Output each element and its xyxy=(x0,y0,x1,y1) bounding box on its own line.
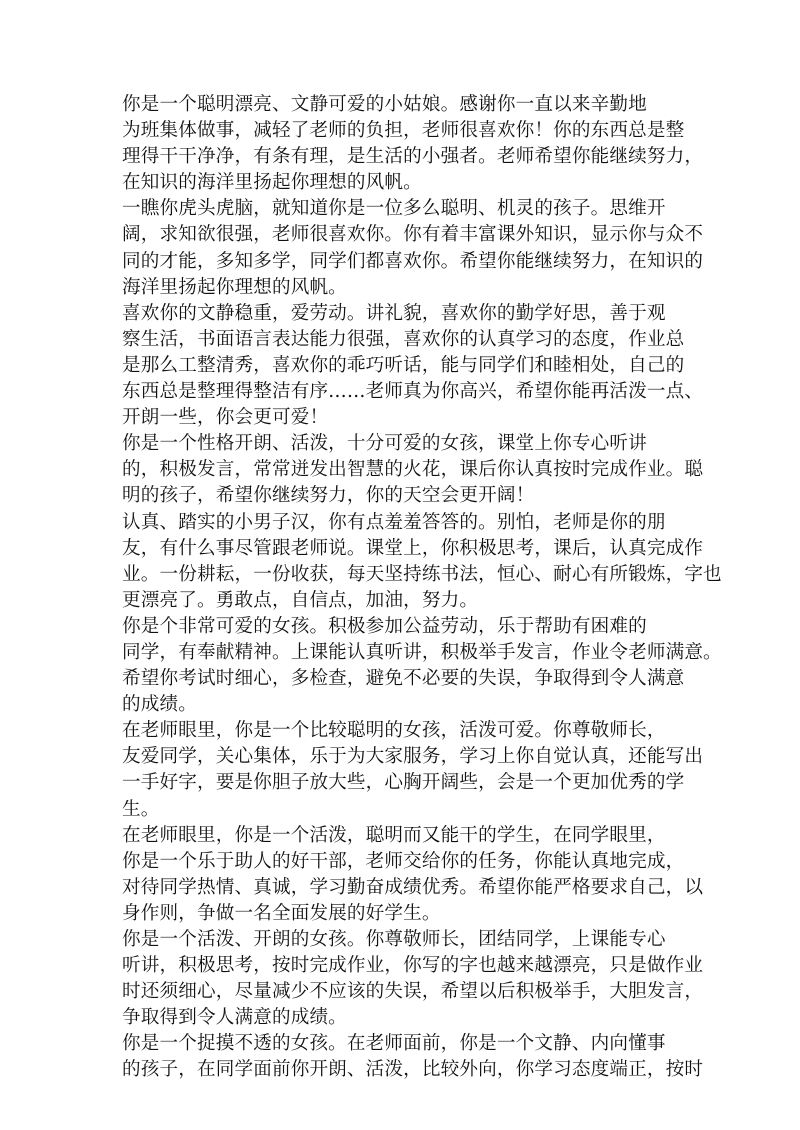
text-line: 友爱同学，关心集体，乐于为大家服务，学习上你自觉认真，还能写出 xyxy=(122,746,704,768)
text-line: 明的孩子，希望你继续努力，你的天空会更开阔！ xyxy=(122,485,535,507)
comments-text xyxy=(122,92,722,1084)
text-line: 同的才能，多知多学，同学们都喜欢你。希望你能继续努力，在知识的 xyxy=(122,250,704,272)
text-line: 阔，求知欲很强，老师很喜欢你。你有着丰富课外知识，显示你与众不 xyxy=(122,224,704,246)
text-line: 在老师眼里，你是一个比较聪明的女孩，活泼可爱。你尊敬师长， xyxy=(122,720,666,742)
text-line: 海洋里扬起你理想的风帆。 xyxy=(122,276,347,298)
text-line: 你是一个乐于助人的好干部，老师交给你的任务，你能认真地完成， xyxy=(122,850,685,872)
text-line: 察生活，书面语言表达能力很强，喜欢你的认真学习的态度，作业总 xyxy=(122,328,685,350)
text-line: 生。 xyxy=(122,798,160,820)
text-line: 希望你考试时细心，多检查，避免不必要的失误，争取得到令人满意 xyxy=(122,668,685,690)
text-line: 认真、踏实的小男子汉，你有点羞羞答答的。别怕，老师是你的朋 xyxy=(122,511,666,533)
text-line: 你是一个活泼、开朗的女孩。你尊敬师长，团结同学，上课能专心 xyxy=(122,929,666,950)
text-line: 一手好字，要是你胆子放大些，心胸开阔些，会是一个更加优秀的学 xyxy=(122,772,685,794)
text-line: 的成绩。 xyxy=(122,694,197,716)
text-line: 开朗一些，你会更可爱！ xyxy=(122,407,329,429)
text-line: 对待同学热情、真诚，学习勤奋成绩优秀。希望你能严格要求自己，以 xyxy=(122,876,704,898)
text-line: 在老师眼里，你是一个活泼，聪明而又能干的学生，在同学眼里， xyxy=(122,824,666,846)
text-line: 一瞧你虎头虎脑，就知道你是一位多么聪明、机灵的孩子。思维开 xyxy=(122,198,666,220)
text-line: 友，有什么事尽管跟老师说。课堂上，你积极思考，课后，认真完成作 xyxy=(122,537,704,559)
text-line: 你是个非常可爱的女孩。积极参加公益劳动，乐于帮助有困难的 xyxy=(122,615,647,637)
text-line: 更漂亮了。勇敢点，自信点，加油，努力。 xyxy=(122,589,479,611)
text-line: 为班集体做事，减轻了老师的负担，老师很喜欢你！你的东西总是整 xyxy=(122,120,685,142)
text-line: 时还须细心，尽量减少不应该的失误，希望以后积极举手，大胆发言， xyxy=(122,981,704,1003)
text-line: 业。一份耕耘，一份收获，每天坚持练书法，恒心、耐心有所锻炼，字也 xyxy=(122,563,722,585)
text-line: 理得干干净净，有条有理，是生活的小强者。老师希望你能继续努力， xyxy=(122,146,704,168)
text-line: 听讲，积极思考，按时完成作业，你写的字也越来越漂亮，只是做作业 xyxy=(122,955,704,977)
text-line: 东西总是整理得整洁有序……老师真为你高兴，希望你能再活泼一点、 xyxy=(122,381,704,403)
text-line: 你是一个聪明漂亮、文静可爱的小姑娘。感谢你一直以来辛勤地 xyxy=(122,94,647,115)
text-line: 争取得到令人满意的成绩。 xyxy=(122,1007,347,1029)
text-line: 身作则，争做一名全面发展的好学生。 xyxy=(122,902,441,924)
text-line: 同学，有奉献精神。上课能认真听讲，积极举手发言，作业令老师满意。 xyxy=(122,641,722,663)
text-line: 的，积极发言，常常迸发出智慧的火花，课后你认真按时完成作业。聪 xyxy=(122,459,704,481)
text-line: 喜欢你的文静稳重，爱劳动。讲礼貌，喜欢你的勤学好思，善于观 xyxy=(122,302,666,324)
text-line: 是那么工整清秀，喜欢你的乖巧听话，能与同学们和睦相处，自己的 xyxy=(122,354,685,376)
text-line: 你是一个捉摸不透的女孩。在老师面前，你是一个文静、内向懂事 xyxy=(122,1033,666,1055)
text-line: 的孩子，在同学面前你开朗、活泼，比较外向，你学习态度端正，按时 xyxy=(122,1059,704,1081)
text-line: 在知识的海洋里扬起你理想的风帆。 xyxy=(122,172,422,194)
text-line: 你是一个性格开朗、活泼，十分可爱的女孩，课堂上你专心听讲 xyxy=(122,433,647,455)
